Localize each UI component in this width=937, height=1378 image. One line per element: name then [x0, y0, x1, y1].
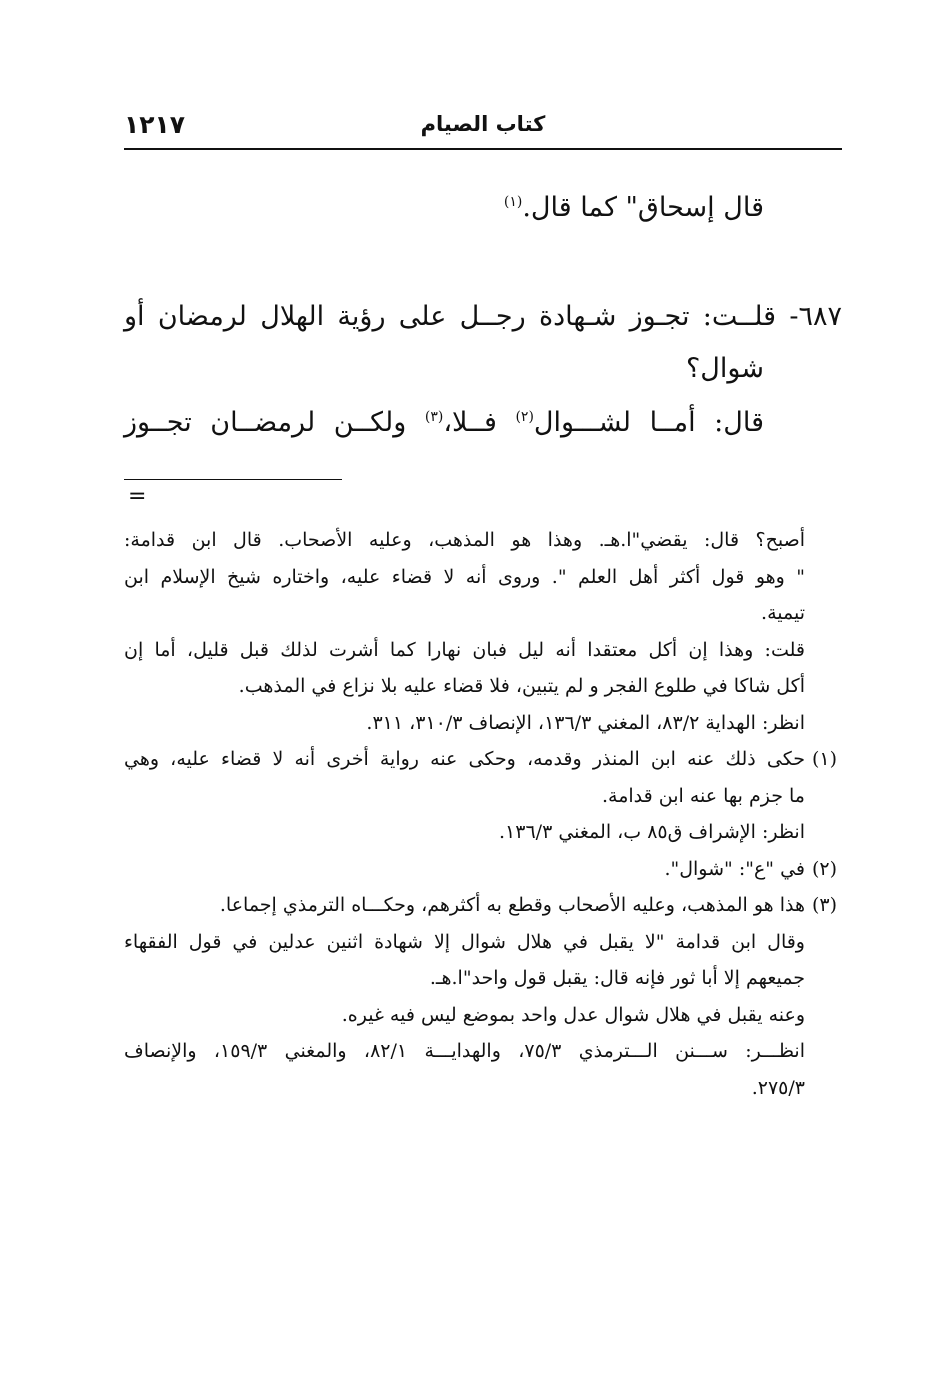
answer-line — [124, 401, 842, 445]
footnote-line: هذا هو المذهب، وعليه الأصحاب وقطع به أكثرهم، وحكـــاه الترمذي إجماعا. — [219, 894, 805, 916]
chapter-title: كتاب الصيام — [420, 112, 546, 136]
footnote-continued — [124, 522, 837, 741]
main-text: قال إسحاق" كما قال. — [522, 192, 764, 223]
footnote-line: وعنه يقبل في هلال شوال عدل واحد بموضع ليس فيه غيره. — [341, 1003, 805, 1026]
footnote-line: وقال ابن قدامة "لا يقبل في هلال شوال إلا شهادة اثنين عدلين في قول الفقهاء — [124, 930, 805, 953]
footnote-ref[interactable]: (١) — [503, 194, 523, 210]
answer-text: قال: أمــا لشـــوال — [533, 407, 764, 438]
answer-text: فــلا، — [443, 407, 497, 438]
footnote-marker: (٣) — [811, 894, 837, 916]
running-header — [124, 108, 842, 150]
question-text-cont: شوال؟ — [685, 353, 764, 384]
continuation-marker: = — [128, 484, 147, 509]
footnote-3 — [124, 887, 837, 1106]
footnote-ref[interactable]: (٢) — [515, 409, 534, 425]
footnote-line: في "ع": "شوال". — [664, 857, 805, 880]
footnote-line: جميعهم إلا أبا ثور فإنه قال: يقبل قول واحد"ا.هـ. — [429, 967, 805, 989]
footnote-line: حكى ذلك عنه ابن المنذر وقدمه، وحكى عنه رواية أخرى أنه لا قضاء عليه، وهي — [124, 748, 805, 770]
answer-text: ولكــن لرمضــان تجــوز — [124, 407, 407, 438]
main-line-ishaq — [124, 186, 842, 230]
page-number: ١٢١٧ — [124, 110, 186, 139]
footnote-line: انظر: الإشراف ق٨٥ ب، المغني ١٣٦/٣. — [499, 821, 805, 843]
question-687 — [124, 295, 842, 339]
header-rule — [124, 148, 842, 150]
footnote-marker: (٢) — [811, 857, 837, 880]
footnote-marker: (١) — [811, 748, 837, 770]
footnote-line: أصبح؟ قال: يقضي"ا.هـ. وهذا هو المذهب، وعليه الأصحاب. قال ابن قدامة: — [124, 529, 805, 551]
question-text: قلــت: تجـوز شـهادة رجــل على رؤية الهلال لرمضان أو — [124, 301, 777, 332]
footnote-line: انظر: الهداية ٨٣/٢، المغني ١٣٦/٣، الإنصاف ٣١٠/٣، ٣١١. — [366, 711, 805, 734]
footnote-line: قلت: وهذا إن أكل معتقدا أنه ليل فبان نهارا كما أشرت لذلك قبل قليل، أما إن — [124, 638, 805, 661]
footnote-line: انظـــر: ســـنن الـــترمذي ٧٥/٣، والهدايـــة ٨٢/١، والمغني ١٥٩/٣، والإنصاف — [124, 1040, 805, 1062]
footnote-ref[interactable]: (٣) — [424, 409, 444, 425]
footnote-line: أكل شاكا في طلوع الفجر و لم يتبين، فلا قضاء عليه بلا نزاع في المذهب. — [238, 675, 805, 697]
footnote-separator — [124, 479, 342, 480]
footnote-2 — [124, 851, 837, 888]
footnote-line: ٢٧٥/٣. — [751, 1076, 805, 1099]
footnote-line: ما جزم بها عنه ابن قدامة. — [601, 784, 805, 807]
footnote-1 — [124, 741, 837, 851]
footnote-line: تيمية. — [761, 602, 805, 624]
question-number: ٦٨٧- — [789, 301, 842, 332]
footnote-line: " وهو قول أكثر أهل العلم ". وروى أنه لا قضاء عليه، واختاره شيخ الإسلام ابن — [124, 565, 805, 588]
question-continuation — [124, 347, 842, 391]
footnotes-section — [124, 522, 837, 1106]
